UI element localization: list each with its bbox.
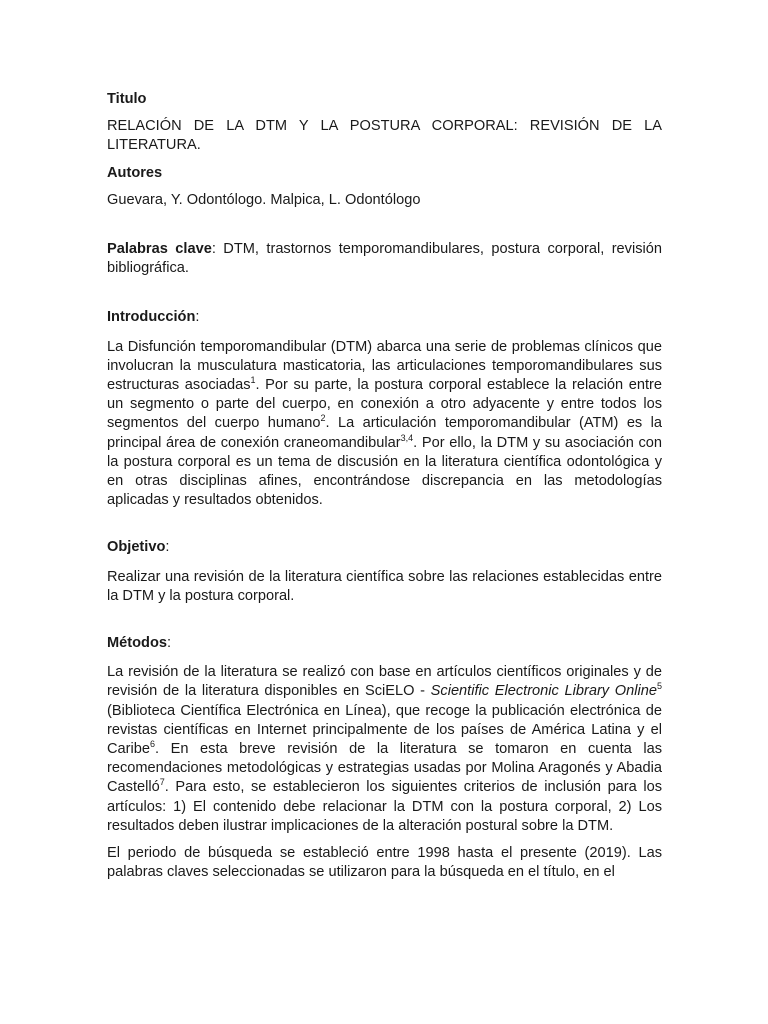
- paper-title: RELACIÓN DE LA DTM Y LA POSTURA CORPORAL: REVISIÓN DE LA LITERATURA.: [107, 118, 662, 154]
- methods-text-3: . En esta breve revisión de la literatura se tomaron en cuenta las recomendaciones metodológicas y estrategias usadas por Molina Aragonés y Abadia Castelló: [107, 741, 662, 796]
- intro-heading-line: [107, 308, 662, 327]
- methods-text-1: La revisión de la literatura se realizó con base en artículos científicos originales y de revisión de la literatura disponibles en SciELO -: [107, 664, 662, 700]
- keywords-heading: Palabras clave: [107, 241, 212, 258]
- authors-heading: Autores: [107, 164, 163, 181]
- authors-text: Guevara, Y. Odontólogo. Malpica, L. Odontólogo: [107, 191, 421, 208]
- methods-text-2: (Biblioteca Científica Electrónica en Línea), que recoge la publicación electrónica de revistas científicas en Internet principalmente de los países de América Latina y el Caribe: [107, 702, 662, 758]
- methods-text-4: . Para esto, se establecieron los siguientes criterios de inclusión para los artículos: 1) El contenido debe relacionar la DTM con la postura corporal, 2) Los resultados deben ilustrar implicaciones de la alteración postural sobre la DTM.: [107, 779, 662, 834]
- intro-text-2: . Por su parte, la postura corporal establece la relación entre un segmento o parte del cuerpo, en conexión a otro adyacente y entre todos los segmentos del cuerpo humano: [107, 377, 662, 432]
- intro-heading: Introducción: [107, 309, 196, 326]
- methods-paragraph-1: [107, 663, 662, 836]
- objective-colon: :: [165, 539, 170, 556]
- methods-paragraph-2: El periodo de búsqueda se estableció entre 1998 hasta el presente (2019). Las palabras claves seleccionadas se utilizaron para la búsqueda en el título, en el: [107, 845, 662, 881]
- ref-5: 5: [656, 681, 662, 692]
- keywords-text: : DTM, trastornos temporomandibulares, postura corporal, revisión bibliográfica.: [107, 241, 662, 277]
- title-heading: Titulo: [107, 91, 147, 107]
- intro-text-1: La Disfunción temporomandibular (DTM) abarca una serie de problemas clínicos que involucran la musculatura masticatoria, las articulaciones temporomandibulares sus estructuras asociadas: [107, 338, 662, 394]
- intro-paragraph: [107, 338, 662, 511]
- intro-text-4: . Por ello, la DTM y su asociación con la postura corporal es un tema de discusión en la literatura científica odontológica y en otras disciplinas afines, encontrándose discrepancia en las metodologías aplicadas y resultados obtenidos.: [107, 434, 663, 509]
- keywords-paragraph: [107, 240, 662, 278]
- objective-paragraph: Realizar una revisión de la literatura científica sobre las relaciones establecidas entre la DTM y la postura corporal.: [107, 568, 662, 604]
- ref-3-4: 3,4: [400, 432, 414, 443]
- objective-heading: Objetivo: [107, 539, 166, 556]
- intro-text-3: . La articulación temporomandibular (ATM) es la principal área de conexión craneomandibular: [107, 415, 663, 451]
- scielo-name: Scientific Electronic Library Online: [430, 683, 657, 700]
- intro-colon: :: [195, 309, 200, 326]
- methods-heading: Métodos: [107, 635, 167, 652]
- ref-1: 1: [250, 375, 256, 386]
- ref-2: 2: [320, 413, 326, 424]
- methods-colon: :: [167, 635, 172, 652]
- objective-heading-line: [107, 538, 662, 557]
- ref-7: 7: [159, 777, 165, 788]
- methods-heading-line: [107, 634, 662, 653]
- ref-6: 6: [150, 739, 156, 750]
